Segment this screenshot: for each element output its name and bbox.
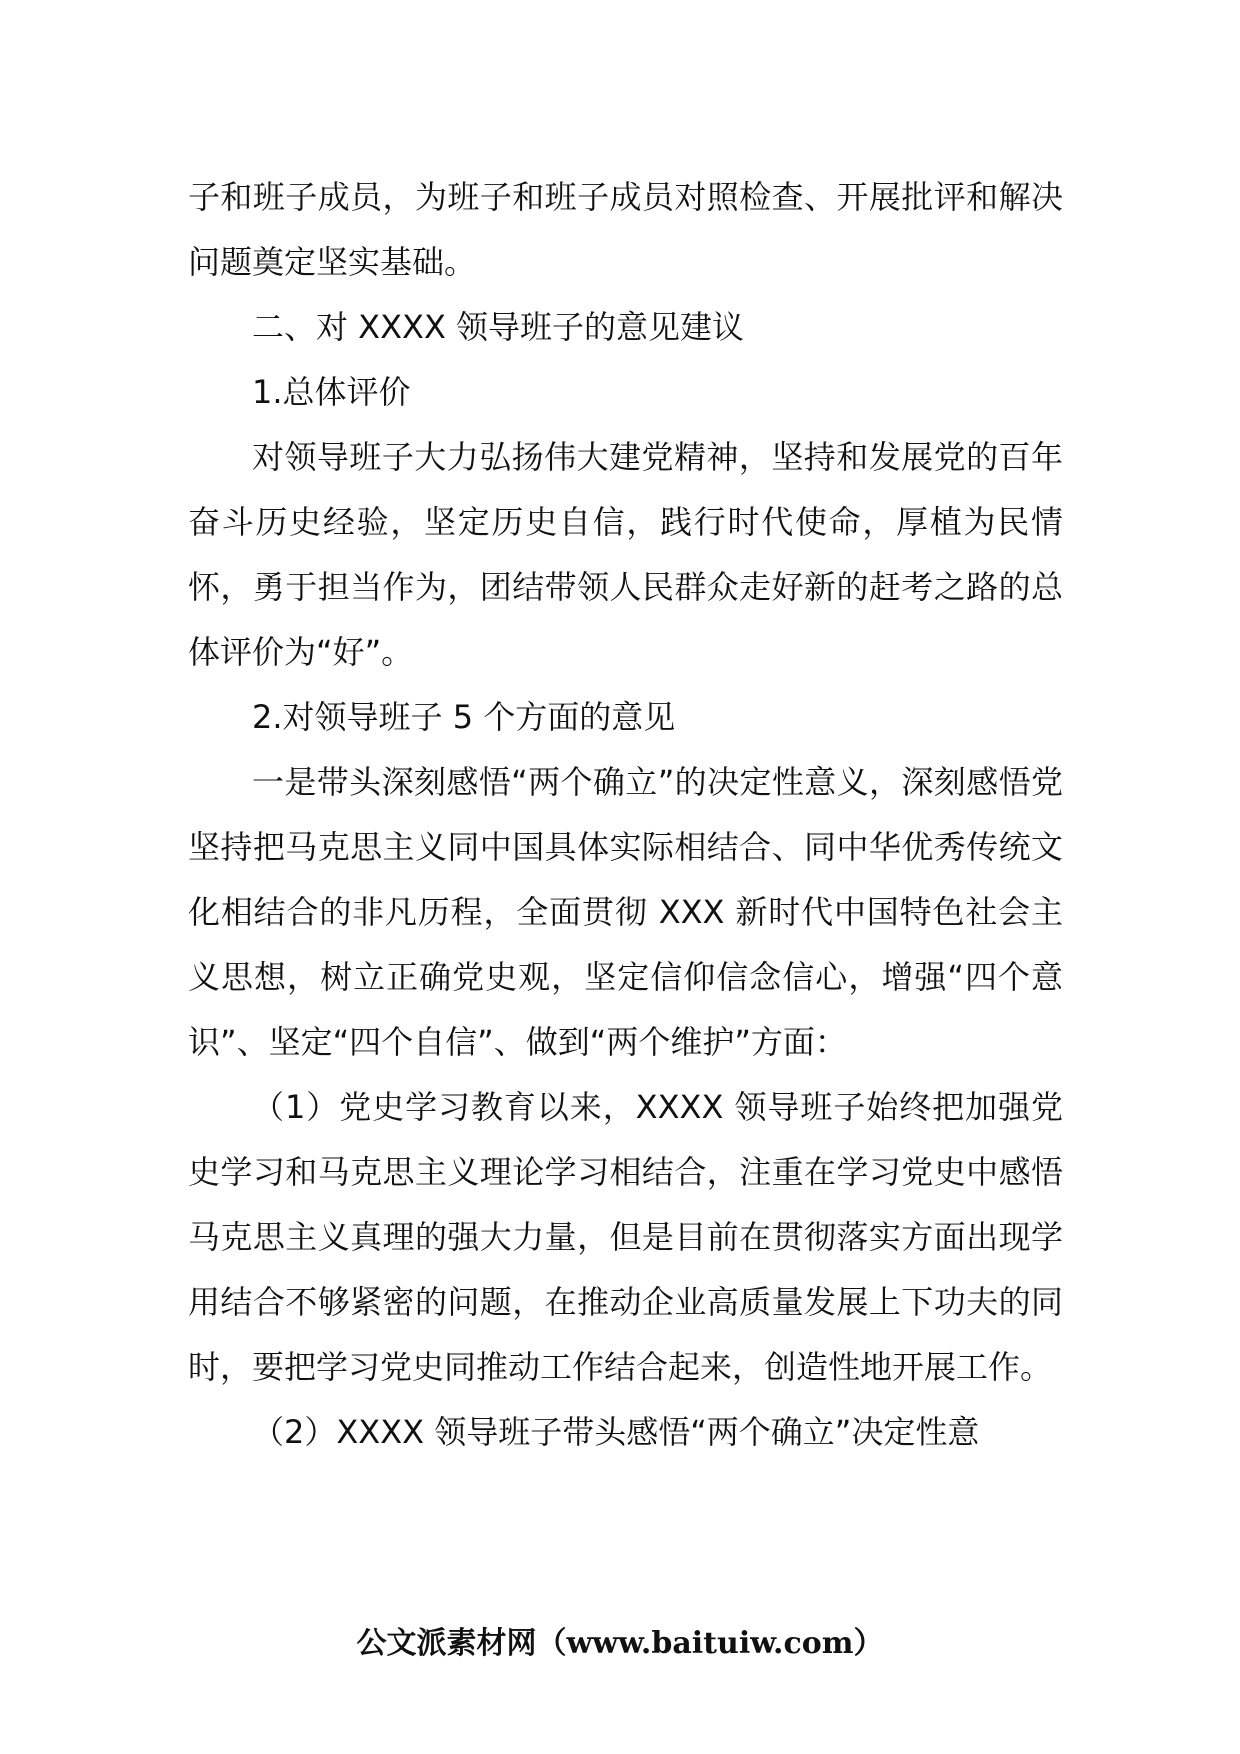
paragraph-continuation: 子和班子成员，为班子和班子成员对照检查、开展批评和解决问题奠定坚实基础。 bbox=[188, 178, 1063, 281]
subsection-heading-five-aspects: 2.对领导班子 5 个方面的意见 bbox=[252, 698, 676, 736]
paragraph-overall-evaluation: 对领导班子大力弘扬伟大建党精神，坚持和发展党的百年奋斗历史经验，坚定历史自信，践行时代使命，厚植为民情怀，勇于担当作为，团结带领人民群众走好新的赶考之路的总体评价为“好”。 bbox=[188, 438, 1063, 671]
section-heading: 二、对 XXXX 领导班子的意见建议 bbox=[252, 308, 745, 346]
paragraph-item-1: （1）党史学习教育以来，XXXX 领导班子始终把加强党史学习和马克思主义理论学习相结合，注重在学习党史中感悟马克思主义真理的强大力量，但是目前在贯彻落实方面出现学用结合不够紧密的问题，在推动企业高质量发展上下功夫的同时，要把学习党史同推动工作结合起来，创造性地开展工作。 bbox=[188, 1088, 1063, 1386]
paragraph-item-2: （2）XXXX 领导班子带头感悟“两个确立”决定性意 bbox=[252, 1413, 980, 1451]
document-body bbox=[188, 165, 1063, 1465]
subsection-heading-overall-evaluation: 1.总体评价 bbox=[252, 373, 411, 411]
footer-watermark: 公文派素材网（www.baituiw.com） bbox=[356, 1626, 884, 1661]
paragraph-aspect-one: 一是带头深刻感悟“两个确立”的决定性意义，深刻感悟党坚持把马克思主义同中国具体实际相结合、同中华优秀传统文化相结合的非凡历程，全面贯彻 XXX 新时代中国特色社会主义思想，树立正确党史观，坚定信仰信念信心，增强“四个意识”、坚定“四个自信”、做到“两个维护”方面： bbox=[188, 763, 1063, 1061]
